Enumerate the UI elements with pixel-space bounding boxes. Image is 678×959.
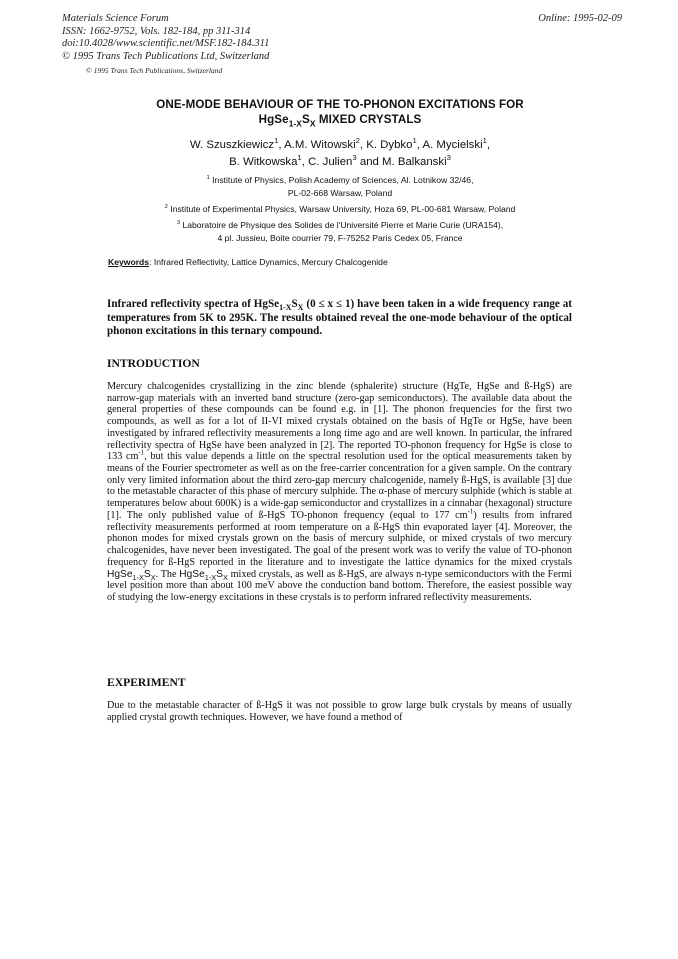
formula-1-a: HgSe — [107, 568, 133, 580]
intro-formula-2 — [179, 569, 228, 580]
abstract — [107, 298, 572, 339]
author-2: , A.M. Witowski — [278, 139, 356, 151]
author-7: and M. Balkanski — [356, 155, 447, 168]
formula-1-sub2: X — [150, 572, 156, 582]
authors-line-2 — [62, 154, 618, 171]
introduction-heading: INTRODUCTION — [107, 357, 200, 370]
author-1: W. Szuszkiewicz — [189, 139, 275, 151]
author-5-sup: 1 — [297, 152, 302, 162]
intro-text-5: mixed crystals, as well as ß-HgS, are always n-type semiconductors with the Fermi level position more than about 100 meV above the conduction band bottom. Therefore, the easiest possible way of studying the low-energy excitations in these crystals is to perform infrared reflectivity measurements. — [107, 568, 572, 603]
title-compound-b: S — [301, 113, 310, 126]
author-list — [62, 137, 618, 170]
affiliation-2-sup: 2 — [164, 204, 168, 211]
affiliation-1-text: Institute of Physics, Polish Academy of Sciences, Al. Lotnikow 32/46, — [209, 175, 474, 185]
keywords — [108, 257, 388, 267]
affiliation-3 — [62, 219, 618, 244]
author-6: , C. Julien — [301, 155, 353, 168]
author-4: , A. Mycielski — [416, 139, 483, 151]
doi-line: doi:10.4028/www.scientific.net/MSF.182-184.311 — [62, 38, 270, 50]
author-7-sup: 3 — [446, 152, 451, 162]
formula-1-b: S — [143, 568, 151, 580]
experiment-body: Due to the metastable character of ß-HgS it was not possible to grow large bulk crystals by means of usually applied crystal growth techniques. However, we have found a method of — [107, 700, 572, 723]
formula-2-b: S — [216, 568, 223, 580]
affiliation-2-text: Institute of Experimental Physics, Warsaw University, Hoza 69, PL-00-681 Warsaw, Poland — [167, 204, 516, 214]
author-1-sup: 1 — [274, 136, 279, 146]
author-6-sup: 3 — [352, 152, 357, 162]
paper-title — [62, 97, 618, 127]
intro-text-4: . The — [155, 568, 180, 580]
affiliation-3-text: Laboratoire de Physique des Solides de l'Université Pierre et Marie Curie (URA154), — [180, 220, 504, 230]
title-line-1: ONE-MODE BEHAVIOUR OF THE TO-PHONON EXCITATIONS FOR — [156, 98, 524, 111]
introduction-body — [107, 381, 572, 604]
affiliation-3-line-2: 4 pl. Jussieu, Boite courrier 79, F-75252 Paris Cedex 05, France — [217, 232, 463, 243]
online-date: Online: 1995-02-09 — [538, 13, 622, 24]
title-compound-a: HgSe — [258, 113, 289, 126]
affiliation-2 — [62, 203, 618, 216]
affiliation-1 — [62, 174, 618, 199]
experiment-heading: EXPERIMENT — [107, 676, 186, 689]
intro-formula-1 — [107, 569, 156, 580]
affiliation-3-sup: 3 — [176, 220, 181, 227]
abstract-sub-1: 1-X — [279, 303, 292, 313]
keywords-text: : Infrared Reflectivity, Lattice Dynamics, Mercury Chalcogenide — [149, 257, 388, 267]
title-line-2-rest: MIXED CRYSTALS — [315, 113, 422, 126]
affiliation-1-line-1 — [62, 174, 618, 187]
formula-2-sub1: 1-X — [204, 572, 217, 582]
copyright-small: © 1995 Trans Tech Publications, Switzerland — [86, 66, 223, 75]
title-line-2 — [62, 112, 618, 127]
abstract-text-3: (0 ≤ x ≤ 1) have been taken in a wide frequency range at temperatures from 5K to 295K. The results obtained reveal the one-mode behaviour of the optical phonon excitations in this ternary compound. — [107, 298, 572, 337]
formula-2-sub2: X — [222, 572, 228, 582]
journal-name: Materials Science Forum — [62, 13, 169, 24]
title-compound-sub1: 1-X — [288, 118, 302, 129]
affiliation-3-line-1 — [62, 219, 618, 232]
intro-text-1: Mercury chalcogenides crystallizing in the zinc blende (sphalerite) structure (HgTe, HgSe and ß-HgS) are narrow-gap materials with an inverted band structure (zero-gap semiconductors). The available data about the general properties of these compounds can be found e.g. in [1]. The phonon frequencies for the first two compounds, as well as for a lot of II-VI mixed crystals obtained on the basis of HgTe or HgSe, have been investigated by infrared reflectivity measurements a long time ago and are well known. In particular, the infrared reflectivity spectra of HgSe have been analyzed in [2]. The reported TO-phonon frequency for HgSe is close to 133 cm — [107, 381, 572, 463]
abstract-text-2: S — [291, 298, 298, 310]
author-4-sup: 1 — [482, 136, 487, 146]
authors-line-1 — [62, 137, 618, 154]
abstract-sub-2: X — [297, 303, 304, 313]
intro-sup-1: -1 — [138, 449, 145, 457]
copyright-line: © 1995 Trans Tech Publications Ltd, Switzerland — [62, 50, 270, 62]
author-2-sup: 2 — [355, 136, 360, 146]
intro-text-2: , but this value depends a little on the spectral resolution used for the optical measurements taken by means of the Fourier spectrometer as well as on the free-carrier concentration for a given sample. On the contrary only very limited information about the third zero-gap mercury chalcogenide, namely ß-HgS, is available [3] due to the metastable character of this phase of mercury sulphide. The α-phase of mercury sulphide (which is stable at temperatures below about 600K) is a wide-gap semiconductor and crystallizes in a cinnabar (hexagonal) structure [1]. The only published value of ß-HgS TO-phonon frequency (equal to 177 cm — [107, 451, 572, 521]
title-compound-sub2: X — [309, 118, 316, 129]
intro-sup-2: -1 — [467, 508, 474, 516]
publication-header — [62, 13, 622, 63]
affiliation-2-line-1 — [62, 203, 618, 216]
author-3-sup: 1 — [412, 136, 417, 146]
issn-line: ISSN: 1662-9752, Vols. 182-184, pp 311-314 — [62, 25, 251, 37]
abstract-text-1: Infrared reflectivity spectra of HgSe — [107, 298, 280, 310]
author-3: , K. Dybko — [359, 139, 413, 151]
formula-1-sub1: 1-X — [132, 572, 144, 582]
affiliation-1-sup: 1 — [206, 175, 210, 182]
author-5: B. Witkowska — [229, 155, 298, 168]
affiliation-1-line-2: PL-02-668 Warsaw, Poland — [287, 187, 393, 198]
author-4-end: , — [486, 139, 491, 151]
keywords-label: Keywords — [108, 257, 150, 267]
intro-text-3: ) results from infrared reflectivity measurements performed at room temperature on a ß-HgS thin evaporated layer [4]. Moreover, the phonon modes for mixed crystals grown on the basis of mercury sulphide, or mixed crystals of two mercury chalcogenides, have never been investigated. The goal of the present work was to verify the value of TO-phonon frequency for ß-HgS reported in the literature and to investigate the lattice dynamics for the mixed crystals — [107, 509, 572, 568]
formula-2-a: HgSe — [179, 568, 205, 580]
